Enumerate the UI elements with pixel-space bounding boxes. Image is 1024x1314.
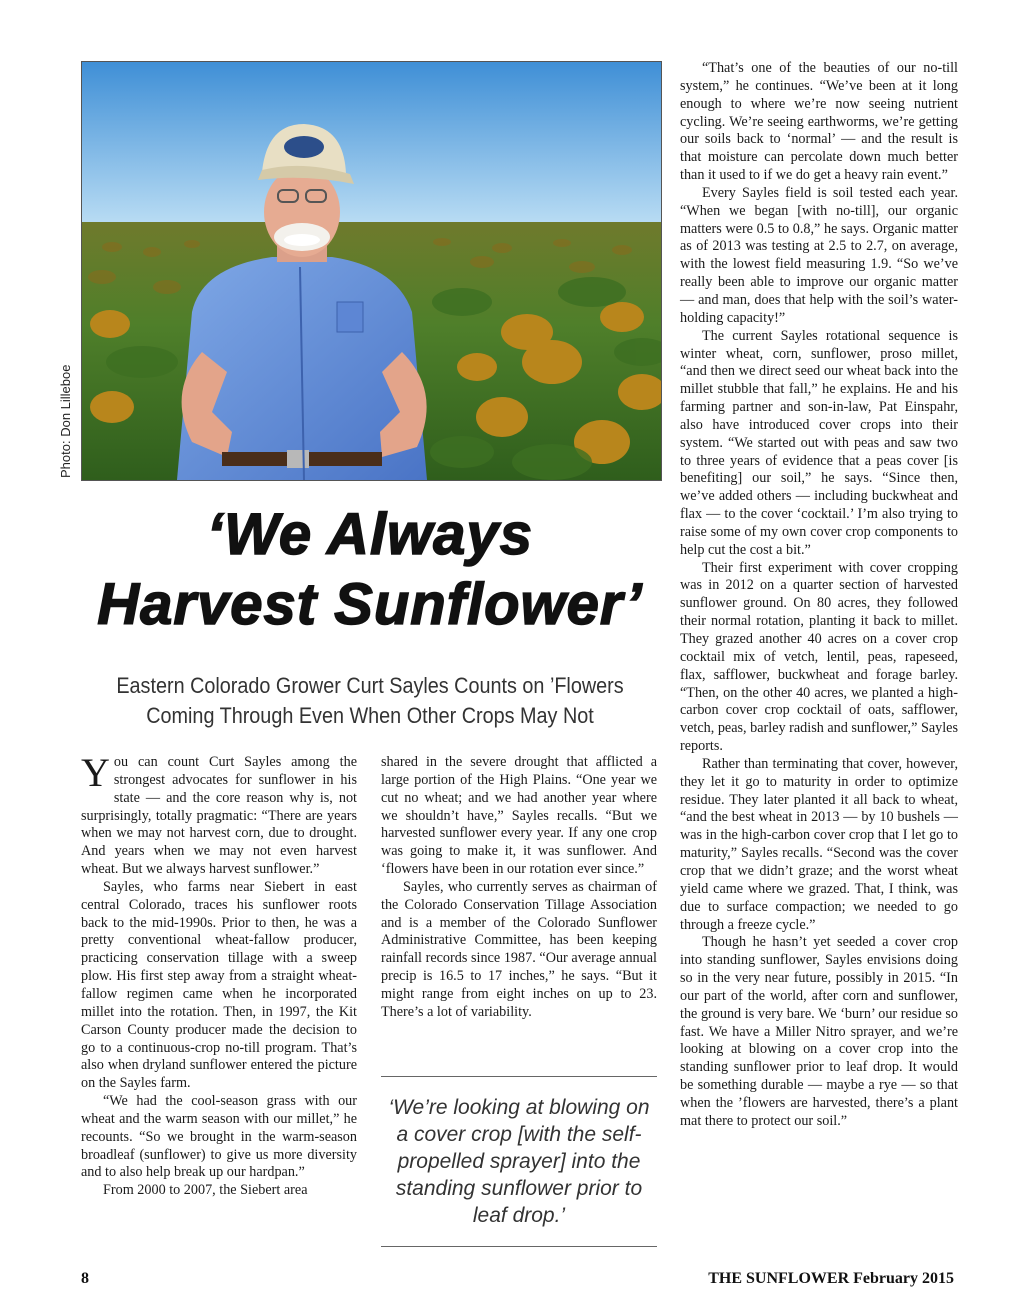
pullquote-rule-bottom <box>381 1246 657 1247</box>
paragraph: The current Sayles rotational sequence is winter wheat, corn, sunflower, proso millet, “and then we direct seed our wheat back into the millet stubble that fall,” he explains. He and his farming partner and son-in-law, Pat Einspahr, also have introduced cover crops into their system. “We started out with peas and saw two to three years of evidence that a peas cover [is benefiting] our soil,” he says. “Since then, we’ve added others — including buckwheat and flax — to the cover ‘cocktail.’ I’m also trying to raise some of my own cover crop components to help cut the cost a bit.” <box>680 327 958 558</box>
pullquote-rule-top <box>381 1076 657 1077</box>
page-number: 8 <box>81 1270 89 1287</box>
paragraph: Though he hasn’t yet seeded a cover crop into standing sunflower, Sayles envisions doing so in the very near future, possibly in 2015. “In our part of the world, after corn and sunflower, the ground is very bare. We ‘burn’ our residue so fast. We have a Miller Nitro sprayer, and we’re looking at blowing on a cover crop into the standing sunflower prior to leaf drop. It would be something durable — maybe a rye — so that when the ’flowers are harvested, there’s a plant mat there to protect our soil.” <box>680 934 958 1129</box>
paragraph: Their first experiment with cover cropping was in 2012 on a quarter section of harvested sunflower ground. On 80 acres, they followed their normal rotation, planting it back to millet. They grazed another 40 acres on a cover crop cocktail mix of vetch, lentil, peas, rapeseed, flax, safflower, buckwheat and forage barley. “Then, on the other 40 acres, we planted a high-carbon cover crop cocktail of oats, safflower, vetch, peas, barley radish and sunflower,” Sayles reports. <box>680 559 958 755</box>
photo-credit: Photo: Don Lilleboe <box>58 364 73 478</box>
farmer-sunflower-photo <box>82 62 661 480</box>
headline-line-1: ‘We Always <box>207 502 533 567</box>
publication-footer: THE SUNFLOWER February 2015 <box>708 1270 954 1287</box>
paragraph: From 2000 to 2007, the Siebert area <box>103 1182 308 1199</box>
paragraph: Rather than terminating that cover, however, they let it go to maturity in order to optimize residue. They later planted it all back to wheat, “and the best wheat in 2013 — by 10 bushels — was in the high-carbon cover crop that I let go to maturity,” Sayles recalls. “Second was the cover crop that we didn’t graze; and the worst wheat yield came where we grazed. That, I think, was due to surface compaction; we needed to go through a freeze cycle.” <box>680 755 958 933</box>
paragraph: “We had the cool-season grass with our wheat and the warm season with our millet,” he recounts. “So we brought in the warm-season broadleaf (sunflower) to give us more diversity and to also help break up our hardpan.” <box>81 1093 357 1181</box>
paragraph: Every Sayles field is soil tested each year. “When we began [with no-till], our organic matters were 0.5 to 0.8,” he says. Organic matter as of 2013 was testing at 2.5 to 2.7, on average, with the lowest field measuring 1.9. “So we’ve really been able to improve our organic matter — and man, does that help with the soil’s water-holding capacity!” <box>680 184 958 326</box>
body-column-2 <box>381 754 657 1022</box>
paragraph: “That’s one of the beauties of our no-till system,” he continues. “We’ve been at it long enough to where we’re now seeing nutrient cycling. We’re seeing earthworms, we’re getting our soils back to ‘normal’ — and the result is that moisture can percolate down much better than it used to if we do get a heavy rain event.” <box>680 60 958 184</box>
paragraph: Sayles, who currently serves as chairman of the Colorado Conservation Tillage Association and is a member of the Colorado Sunflower Administrative Committee, has been keeping rainfall records since 1987. “Our average annual precip is 16.5 to 17 inches,” he says. “But it might range from eight inches on up to 23. There’s a lot of variability. <box>381 878 657 1020</box>
drop-cap: Y <box>81 750 110 795</box>
paragraph: shared in the severe drought that afflicted a large portion of the High Plains. “One year we cut no wheat; and we had another year where we shouldn’t have,” Sayles recalls. “But we harvested sunflower every year. If any one crop was going to make it, it was sunflower. And ‘flowers have been in our rotation ever since.” <box>381 754 657 878</box>
body-column-3 <box>680 60 958 1131</box>
subheadline-line-2: Coming Through Even When Other Crops May Not <box>146 703 594 728</box>
feature-photo <box>81 61 662 481</box>
pullquote: ‘We’re looking at blowing on a cover crop [with the self-propelled sprayer] into the standing sunflower prior to leaf drop.’ <box>388 1096 650 1227</box>
subheadline <box>109 671 631 731</box>
paragraph: Sayles, who farms near Siebert in east central Colorado, traces his sunflower roots back to the mid-1990s. Prior to then, he was a pretty conventional wheat-fallow producer, practicing conservation tillage with a sweep plow. His first step away from a straight wheat-fallow regimen came when he incorporated millet into the rotation. Then, in 1997, the Kit Carson County producer made the decision to go to a continuous-crop no-till program. That’s also when dryland sunflower entered the picture on the Sayles farm. <box>81 878 357 1092</box>
body-column-1 <box>81 750 357 1200</box>
paragraph: You can count Curt Sayles among the strongest advocates for sunflower in his state — and the core reason why is, not surprisingly, totally pragmatic: “There are years when we may not harvest corn, due to drought. And years when we may not even harvest wheat. But we always harvest sunflower.” <box>81 750 357 878</box>
headline-line-2: Harvest Sunflower’ <box>97 572 643 637</box>
subheadline-line-1: Eastern Colorado Grower Curt Sayles Counts on ’Flowers <box>116 673 624 698</box>
headline <box>70 500 670 640</box>
